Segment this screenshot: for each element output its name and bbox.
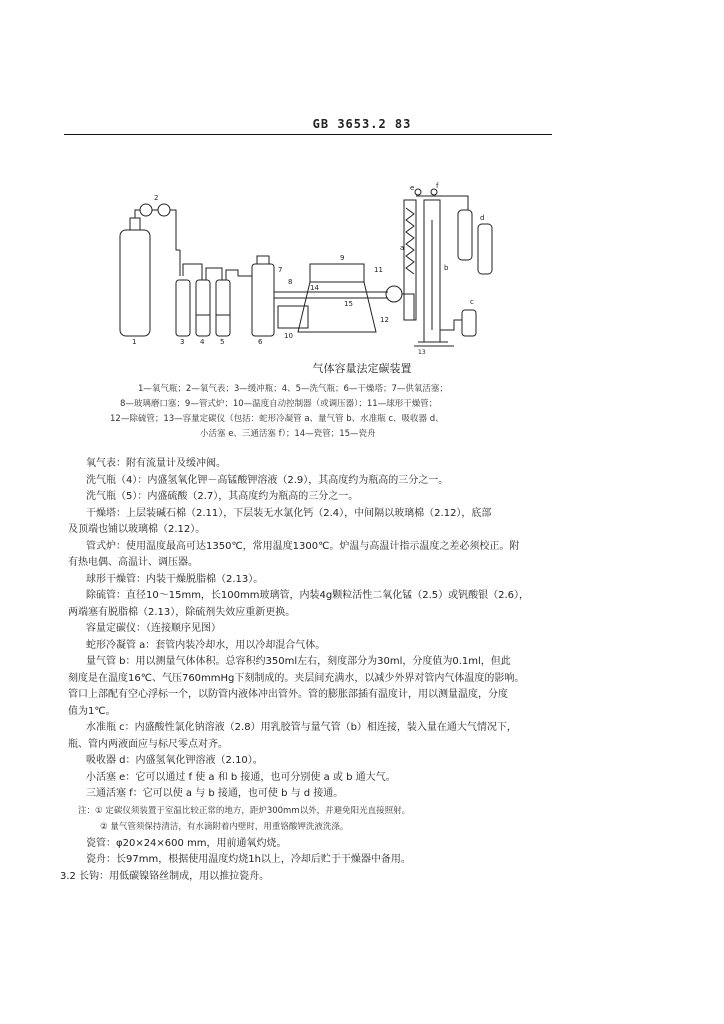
svg-text:e: e [410, 184, 415, 192]
body-paragraph-line: 水准瓶 c：内盛酸性氯化钠溶液（2.8）用乳胶管与量气管（b）相连接，装入量在通大气情况下， [86, 722, 517, 733]
svg-text:d: d [480, 214, 485, 222]
leveling-bottle [462, 310, 476, 336]
svg-text:f: f [436, 182, 439, 190]
body-text [60, 456, 568, 885]
legend-line: 1—氧气瓶；2—氧气表；3—缓冲瓶；4、5—洗气瓶；6—干燥塔；7—供氧活塞； [138, 384, 448, 394]
figure-legend [110, 382, 580, 442]
svg-text:7: 7 [278, 266, 283, 274]
body-paragraph-line: 刻度是在温度16℃、气压760mmHg下刻制成的。夹层间充满水，以减少外界对管内气体温度的影响。 [68, 672, 525, 684]
body-paragraph-line: 瓷管：φ20×24×600 mm，用前通氧灼烧。 [86, 837, 287, 849]
small-stopcock [415, 189, 421, 195]
body-paragraph-line: 容量定碳仪：（连接顺序见图） [86, 623, 221, 634]
oxygen-cylinder [120, 230, 150, 336]
body-paragraph-line: 3.2 长钩：用低碳镍铬丝制成，用以推拉瓷舟。 [60, 870, 270, 882]
svg-text:15: 15 [344, 300, 353, 308]
svg-text:3: 3 [180, 338, 185, 346]
svg-text:9: 9 [340, 254, 345, 262]
svg-text:10: 10 [284, 332, 293, 340]
body-paragraph-line: 洗气瓶（5）：内盛硫酸（2.7），其高度约为瓶高的三分之一。 [86, 491, 359, 502]
body-paragraph-line: 注：① 定碳仪须装置于室温比较正常的地方，距炉300mm以外，并避免阳光直接照射。 [78, 805, 411, 816]
body-paragraph-line: 洗气瓶（4）：内盛氢氧化钾－高锰酸钾溶液（2.9），其高度约为瓶高的三分之一。 [86, 474, 449, 486]
body-paragraph-line: 瓶、管内两液面应与标尺零点对齐。 [68, 738, 228, 750]
svg-text:b: b [444, 264, 449, 272]
svg-text:4: 4 [200, 338, 205, 346]
figure-caption: 气体容量法定碳装置 [312, 362, 412, 375]
apparatus-figure [118, 180, 498, 356]
header-rule [64, 134, 552, 135]
svg-text:6: 6 [258, 338, 263, 346]
wash-bottle-5 [216, 280, 230, 336]
svg-text:a: a [400, 244, 405, 252]
legend-line: 8—玻璃磨口塞；9—管式炉；10—温度自动控制器（或调压器）；11—球形干燥管； [120, 399, 438, 409]
body-paragraph-line: ② 量气管须保持清洁，有水滴附着内壁时，用重铬酸钾洗液洗涤。 [100, 822, 349, 832]
body-paragraph-line: 吸收器 d：内盛氢氧化钾溶液（2.10）。 [86, 755, 263, 766]
body-paragraph-line: 管口上部配有空心浮标一个，以防管内液体冲出管外。管的膨胀部插有温度计，用以测量温度，分度 [68, 689, 508, 700]
body-paragraph-line: 氧气表：附有流量计及缓冲阀。 [86, 458, 226, 469]
ball-drying-tube [386, 286, 402, 302]
wash-bottle-4 [196, 280, 210, 336]
body-paragraph-line: 球形干燥管：内装干燥脱脂棉（2.13）。 [86, 573, 264, 585]
svg-text:13: 13 [418, 349, 426, 356]
svg-text:5: 5 [220, 338, 225, 346]
standard-number-header: GB 3653.2 83 [312, 117, 412, 131]
buffer-bottle [176, 280, 190, 336]
legend-line: 12—除硫管；13—容量定碳仪（包括：蛇形冷凝管 a、量气管 b、水准瓶 c、吸收器 d、 [110, 414, 444, 424]
body-paragraph-line: 有热电偶、高温计、调压器。 [68, 557, 198, 568]
legend-line: 小活塞 e、三通活塞 f）；14—瓷管；15—瓷舟 [200, 429, 376, 439]
body-paragraph-line: 三通活塞 f：它可以使 a 与 b 接通，也可使 b 与 d 接通。 [86, 788, 344, 799]
body-paragraph-line: 量气管 b：用以测量气体体积。总容积约350ml左右，刻度部分为30ml，分度值为0.1ml，但此 [86, 656, 511, 667]
body-paragraph-line: 小活塞 e：它可以通过 f 使 a 和 b 接通，也可分别使 a 或 b 通大气。 [86, 771, 396, 783]
svg-text:12: 12 [380, 316, 389, 324]
svg-text:8: 8 [288, 278, 293, 286]
body-paragraph-line: 蛇形冷凝管 a：套管内装冷却水，用以冷却混合气体。 [86, 639, 326, 651]
tube-furnace-top [310, 264, 364, 282]
absorber [458, 210, 472, 260]
fig-label-1: 1 [132, 338, 137, 346]
body-paragraph-line: 两端塞有脱脂棉（2.13），除硫剂失效应重新更换。 [68, 606, 296, 618]
svg-text:c: c [470, 298, 474, 306]
oxygen-gauge [140, 204, 152, 216]
body-paragraph-line: 管式炉：使用温度最高可达1350℃，常用温度1300℃。炉温与高温计指示温度之差必须校正。附 [86, 540, 520, 552]
apparatus-diagram [118, 180, 498, 356]
body-paragraph-line: 瓷舟：长97mm，根据使用温度灼烧1h以上，冷却后贮于干燥器中备用。 [86, 854, 411, 865]
drying-tower [252, 264, 274, 336]
svg-text:14: 14 [310, 284, 319, 292]
body-paragraph-line: 除硫管：直径10～15mm，长100mm玻璃管，内装4g颗粒活性二氧化锰（2.5）或钒酸银（2.6）， [86, 590, 530, 601]
svg-text:2: 2 [154, 194, 159, 202]
svg-text:11: 11 [374, 266, 383, 274]
body-paragraph-line: 干燥塔：上层装碱石棉（2.11），下层装无水氯化钙（2.4），中间隔以玻璃棉（2.12），底部 [86, 507, 492, 519]
body-paragraph-line: 值为1℃。 [68, 705, 116, 717]
body-paragraph-line: 及顶端也铺以玻璃棉（2.12）。 [68, 524, 206, 535]
